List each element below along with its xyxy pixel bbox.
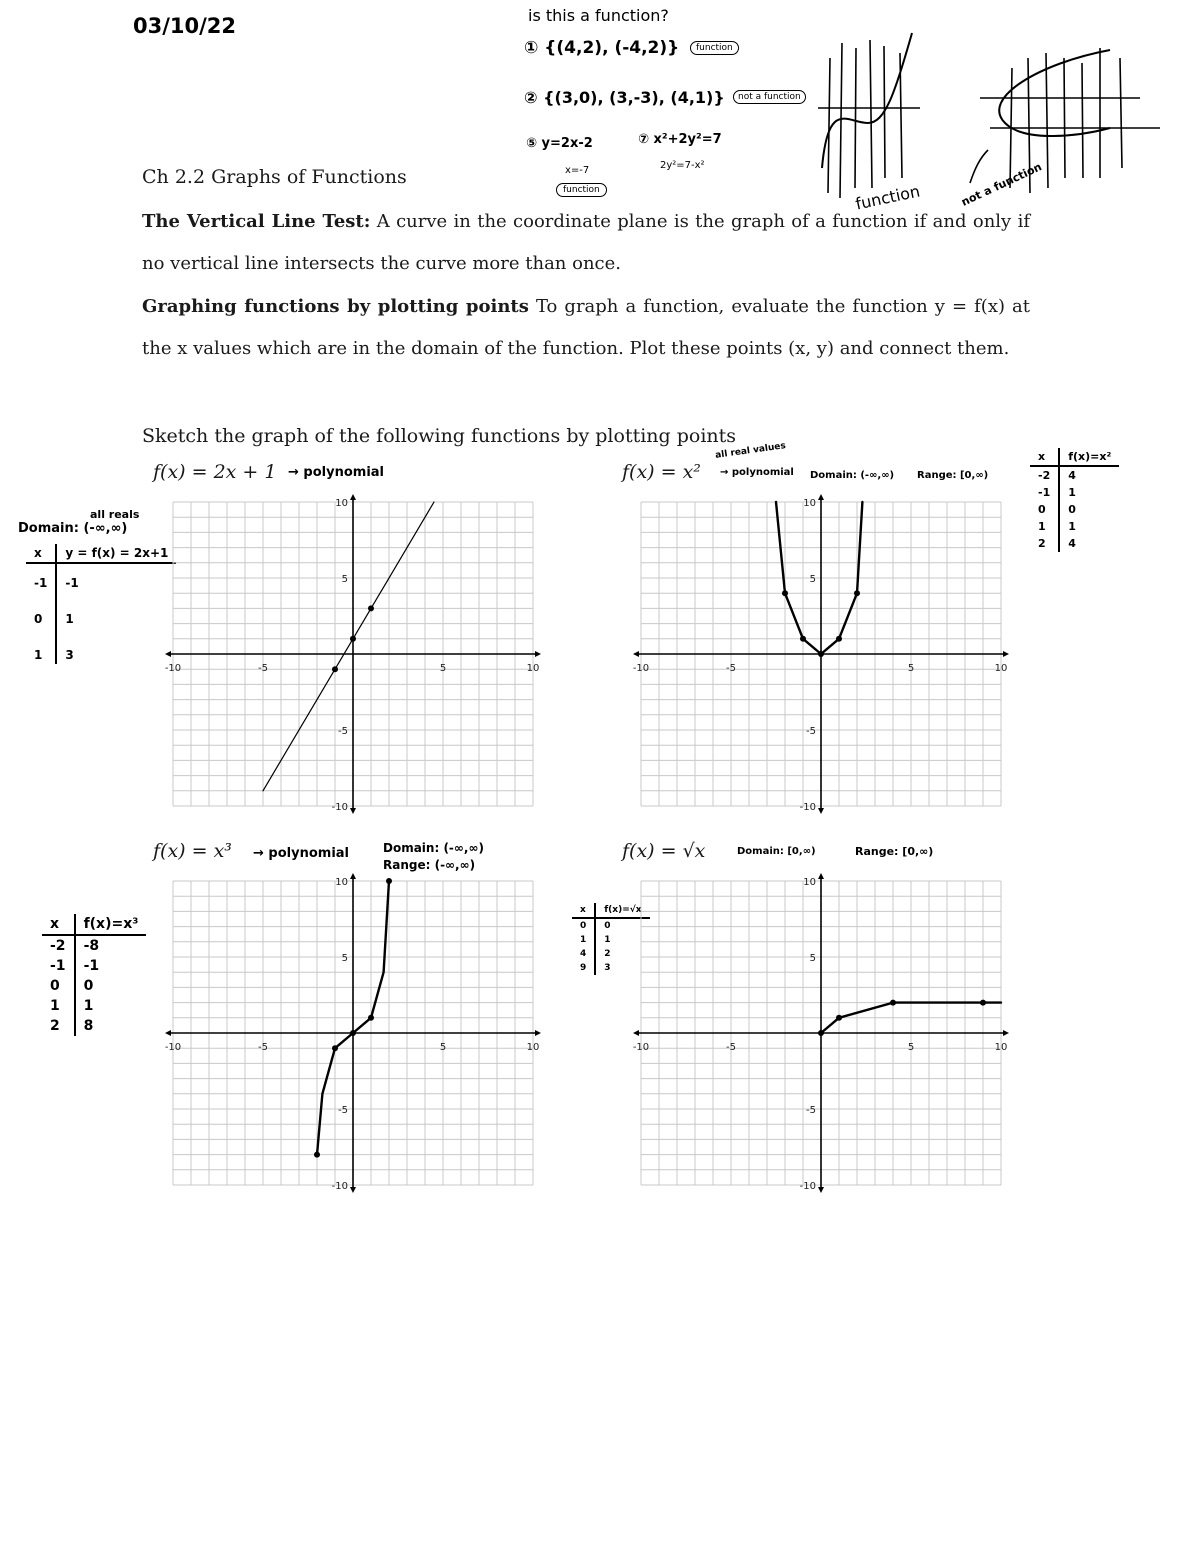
y-tick-label: 10 xyxy=(803,498,816,509)
x-tick-label: 10 xyxy=(994,1042,1008,1053)
y-tick-label: -5 xyxy=(806,1105,816,1116)
x-tick-label: -5 xyxy=(726,1042,736,1053)
graph4-plot xyxy=(631,873,1011,1193)
table-row xyxy=(42,976,146,996)
table-header-x: x xyxy=(42,914,75,935)
table-cell: 2 xyxy=(604,949,611,959)
x-tick-label: 10 xyxy=(994,663,1008,674)
table-cell: 1 xyxy=(1030,518,1059,535)
x-axis-arrow-right xyxy=(1003,1030,1009,1036)
table-cell: -1 xyxy=(26,563,56,592)
table-cell: -1 xyxy=(42,956,75,976)
table-row xyxy=(42,914,146,935)
y-axis-arrow-up xyxy=(350,494,356,500)
graph1-plot xyxy=(163,494,543,814)
x-tick-label: -10 xyxy=(632,1042,650,1053)
table-cell: 1 xyxy=(26,628,56,664)
y-tick-label: 10 xyxy=(335,498,348,509)
table-row xyxy=(1030,518,1119,535)
graph1-formula: f(x) = 2x + 1 xyxy=(153,461,277,483)
chart-svg xyxy=(163,873,543,1193)
y-tick-label: -10 xyxy=(331,802,348,813)
quiz-q3a: ⑤ y=2x-2 xyxy=(526,136,593,151)
table-row xyxy=(26,544,176,563)
quiz-q3b: ⑦ x²+2y²=7 xyxy=(638,132,722,147)
graph2-plot xyxy=(631,494,1011,814)
table-row xyxy=(26,563,176,592)
quiz-q2-answer: not a function xyxy=(733,90,806,104)
x-axis-arrow-right xyxy=(1003,651,1009,657)
quiz-q3a-work: x=-7 xyxy=(565,165,590,176)
x-tick-label: -10 xyxy=(164,663,182,674)
table-cell: 2 xyxy=(1030,535,1059,552)
y-tick-label: 5 xyxy=(809,574,816,585)
x-tick-label: -5 xyxy=(726,663,736,674)
table-cell: 0 xyxy=(1030,501,1059,518)
table-cell: 0 xyxy=(604,921,611,931)
y-axis-arrow-down xyxy=(818,808,824,814)
y-axis-arrow-up xyxy=(818,494,824,500)
x-tick-label: 5 xyxy=(439,663,447,674)
y-tick-label: 10 xyxy=(803,877,816,888)
table-cell: 0 xyxy=(42,976,75,996)
table-cell: 1 xyxy=(83,998,94,1014)
chart-svg xyxy=(631,873,1011,1193)
data-point xyxy=(332,1045,338,1051)
graph3-range: Range: (-∞,∞) xyxy=(383,858,476,872)
data-point xyxy=(836,636,842,642)
table-cell: 1 xyxy=(65,612,74,626)
table-cell: -1 xyxy=(1030,484,1059,501)
x-tick-label: 10 xyxy=(526,1042,540,1053)
table-cell: 9 xyxy=(572,961,595,975)
data-point xyxy=(368,1015,374,1021)
graph1-note: → polynomial xyxy=(288,465,385,480)
graph3-value-table xyxy=(42,914,146,1036)
x-tick-label: 10 xyxy=(526,663,540,674)
x-tick-label: -5 xyxy=(258,663,268,674)
y-tick-label: -5 xyxy=(338,726,348,737)
graph4-range: Range: [0,∞) xyxy=(855,845,934,858)
quiz-q1-answer: function xyxy=(690,41,739,55)
y-tick-label: 5 xyxy=(809,953,816,964)
data-point xyxy=(386,878,392,884)
x-axis-arrow-left xyxy=(165,1030,171,1036)
table-header-y: f(x)=x³ xyxy=(75,914,147,935)
x-axis-arrow-left xyxy=(633,1030,639,1036)
table-header-x: x xyxy=(26,544,56,563)
sketch-label-not-function: not a function xyxy=(959,160,1044,209)
plotting-points-paragraph xyxy=(142,286,1030,370)
table-header-y: f(x)=√x xyxy=(595,903,649,918)
data-point xyxy=(332,666,338,672)
section-heading: Ch 2.2 Graphs of Functions xyxy=(142,166,407,188)
y-axis-arrow-up xyxy=(350,873,356,879)
table-cell: 8 xyxy=(83,1018,94,1034)
data-point xyxy=(890,1000,896,1006)
x-axis-arrow-left xyxy=(633,651,639,657)
y-tick-label: 5 xyxy=(341,953,348,964)
table-cell: 3 xyxy=(604,963,611,973)
table-cell: 1 xyxy=(1068,520,1076,533)
table-cell: 0 xyxy=(26,592,56,628)
graph2-note2: all real values xyxy=(714,441,787,461)
graph4-formula: f(x) = √x xyxy=(622,840,706,862)
x-tick-label: 5 xyxy=(439,1042,447,1053)
x-axis-arrow-right xyxy=(535,651,541,657)
quiz-q3b-work: 2y²=7-x² xyxy=(660,160,705,171)
table-cell: -2 xyxy=(1030,466,1059,484)
sketch-instruction: Sketch the graph of the following functions by plotting points xyxy=(142,425,737,447)
date: 03/10/22 xyxy=(133,14,237,38)
vertical-line-test-paragraph xyxy=(142,201,1030,285)
table-row xyxy=(26,592,176,628)
x-tick-label: -10 xyxy=(164,1042,182,1053)
data-point xyxy=(836,1015,842,1021)
table-row xyxy=(42,956,146,976)
y-axis-arrow-down xyxy=(350,808,356,814)
table-row xyxy=(1030,484,1119,501)
y-tick-label: -5 xyxy=(338,1105,348,1116)
data-point xyxy=(980,1000,986,1006)
graph3-domain: Domain: (-∞,∞) xyxy=(383,841,484,855)
x-tick-label: 5 xyxy=(907,663,915,674)
x-axis-arrow-left xyxy=(165,651,171,657)
chart-svg xyxy=(631,494,1011,814)
table-row xyxy=(42,935,146,956)
y-axis-arrow-down xyxy=(818,1187,824,1193)
table-cell: 0 xyxy=(83,978,94,994)
table-cell: 1 xyxy=(572,933,595,947)
x-tick-label: -10 xyxy=(632,663,650,674)
quiz-q3a-answer: function xyxy=(556,183,607,197)
quiz-q1: ① {(4,2), (-4,2)} xyxy=(524,38,680,58)
data-point xyxy=(854,590,860,596)
table-cell: 1 xyxy=(604,935,611,945)
table-cell: -2 xyxy=(42,935,75,956)
graph3-plot xyxy=(163,873,543,1193)
quiz-title: is this a function? xyxy=(528,6,669,25)
data-point xyxy=(368,605,374,611)
table-header-y: y = f(x) = 2x+1 xyxy=(56,544,176,563)
table-cell: 4 xyxy=(1068,537,1076,550)
x-tick-label: -5 xyxy=(258,1042,268,1053)
table-cell: -1 xyxy=(83,958,100,974)
graph3-formula: f(x) = x³ xyxy=(153,840,232,862)
vlt-text: A curve in the coordinate plane is the graph of a function if and only if no vertical line intersects the curve more than once. xyxy=(142,211,1030,274)
data-point xyxy=(314,1152,320,1158)
table-header-y: f(x)=x² xyxy=(1059,448,1119,466)
graph4-domain: Domain: [0,∞) xyxy=(737,846,816,857)
vlt-term: The Vertical Line Test: xyxy=(142,211,371,232)
y-axis-arrow-down xyxy=(350,1187,356,1193)
table-row xyxy=(1030,448,1119,466)
data-point xyxy=(818,1030,824,1036)
data-point xyxy=(350,636,356,642)
plot-term: Graphing functions by plotting points xyxy=(142,296,529,317)
table-row xyxy=(1030,535,1119,552)
table-row xyxy=(42,996,146,1016)
table-row xyxy=(1030,501,1119,518)
y-tick-label: 5 xyxy=(341,574,348,585)
graph2-formula: f(x) = x² xyxy=(622,461,701,483)
x-tick-label: 5 xyxy=(907,1042,915,1053)
table-cell: 0 xyxy=(1068,503,1076,516)
graph2-domain: Domain: (-∞,∞) xyxy=(810,470,895,481)
table-cell: 4 xyxy=(1068,469,1076,482)
graph1-value-table xyxy=(26,544,176,664)
graph1-domain: Domain: (-∞,∞) xyxy=(18,521,128,536)
sketch-label-function: function xyxy=(853,181,922,214)
graph2-note: → polynomial xyxy=(720,467,794,478)
y-tick-label: -5 xyxy=(806,726,816,737)
data-point xyxy=(782,590,788,596)
table-cell: -1 xyxy=(65,576,79,590)
table-cell: -8 xyxy=(83,938,100,954)
y-tick-label: -10 xyxy=(799,1181,816,1192)
table-cell: 3 xyxy=(65,648,74,662)
data-point xyxy=(818,651,824,657)
y-axis-arrow-up xyxy=(818,873,824,879)
table-cell: 2 xyxy=(42,1016,75,1036)
chart-svg xyxy=(163,494,543,814)
graph1-domain-note: all reals xyxy=(90,508,140,521)
table-header-x: x xyxy=(572,903,595,918)
table-row xyxy=(1030,466,1119,484)
quiz-q2: ② {(3,0), (3,-3), (4,1)} xyxy=(524,88,725,107)
graph2-range: Range: [0,∞) xyxy=(917,470,989,481)
table-cell: 0 xyxy=(572,918,595,933)
table-cell: 4 xyxy=(572,947,595,961)
graph3-note: → polynomial xyxy=(253,846,350,861)
table-cell: 1 xyxy=(42,996,75,1016)
series-line xyxy=(263,502,434,791)
data-point xyxy=(800,636,806,642)
y-tick-label: -10 xyxy=(799,802,816,813)
x-axis-arrow-right xyxy=(535,1030,541,1036)
plot-text: To graph a function, evaluate the function y = f(x) at the x values which are in the domain of the function. Plot these points (x, y) and connect them. xyxy=(142,296,1030,359)
table-header-x: x xyxy=(1030,448,1059,466)
y-tick-label: -10 xyxy=(331,1181,348,1192)
table-cell: 1 xyxy=(1068,486,1076,499)
graph2-value-table xyxy=(1030,448,1119,552)
y-tick-label: 10 xyxy=(335,877,348,888)
table-row xyxy=(42,1016,146,1036)
data-point xyxy=(350,1030,356,1036)
table-row xyxy=(26,628,176,664)
